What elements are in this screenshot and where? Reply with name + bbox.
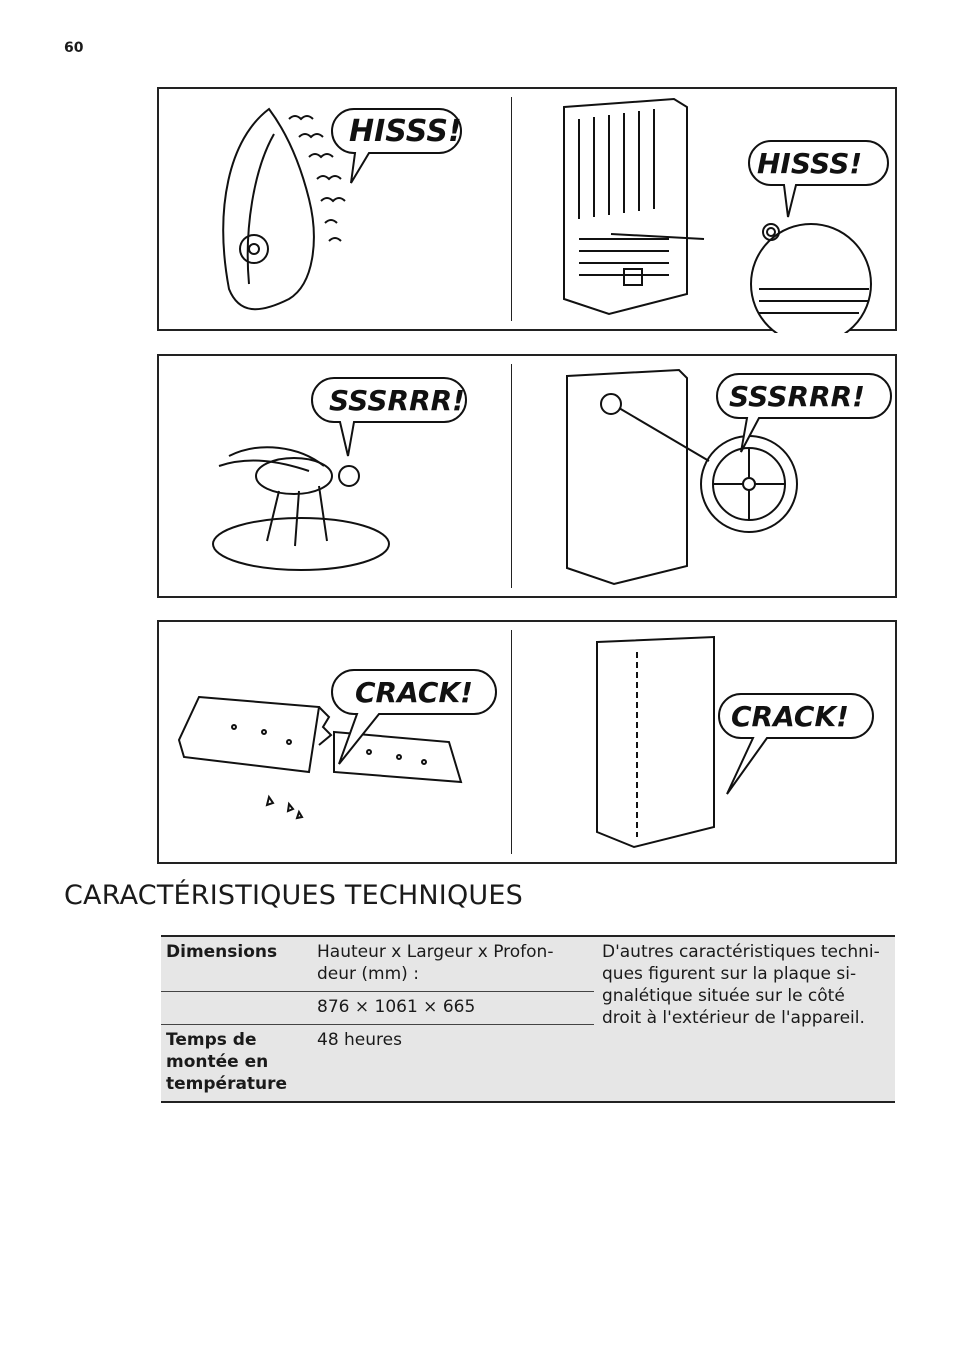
dimensions-value: 876 × 1061 × 665 [312,992,594,1025]
refrigerator-icon [597,637,714,847]
empty-cell [161,992,312,1025]
left-sound-text: HISSS! [349,114,462,149]
cracker-icon [179,697,461,818]
specs-table [161,935,895,1103]
crack-illustration [159,622,899,866]
specs-note: D'autres caractéristiques techni-ques figurent sur la plaque si-gnalétique située sur le côté droit à l'extérieur de l'appareil. [602,942,880,1028]
panel-divider [511,97,512,321]
rise-time-label: Temps de montée en température [166,1030,288,1094]
hiss-illustration [159,89,899,333]
table-row [161,936,895,992]
refrigerator-coil-icon [564,99,871,333]
dimensions-label: Dimensions [161,936,312,992]
sssrrr-illustration [159,356,899,600]
dimensions-description: Hauteur x Largeur x Profon-deur (mm) : [312,936,594,992]
illustration-panel-hiss [157,87,897,331]
section-title: CARACTÉRISTIQUES TECHNIQUES [64,880,523,911]
rise-time-value: 48 heures [317,1030,402,1050]
illustration-panel-sssrrr [157,354,897,598]
page-number: 60 [64,40,84,56]
steam-iron-icon [223,109,345,309]
right-sound-text: SSSRRR! [729,380,865,413]
panel-divider [511,364,512,588]
left-sound-text: CRACK! [355,676,473,709]
fly-icon [213,447,389,570]
left-sound-text: SSSRRR! [329,384,465,417]
right-sound-text: CRACK! [731,700,849,733]
illustration-panel-crack [157,620,897,864]
panel-divider [511,630,512,854]
right-sound-text: HISSS! [757,147,863,180]
